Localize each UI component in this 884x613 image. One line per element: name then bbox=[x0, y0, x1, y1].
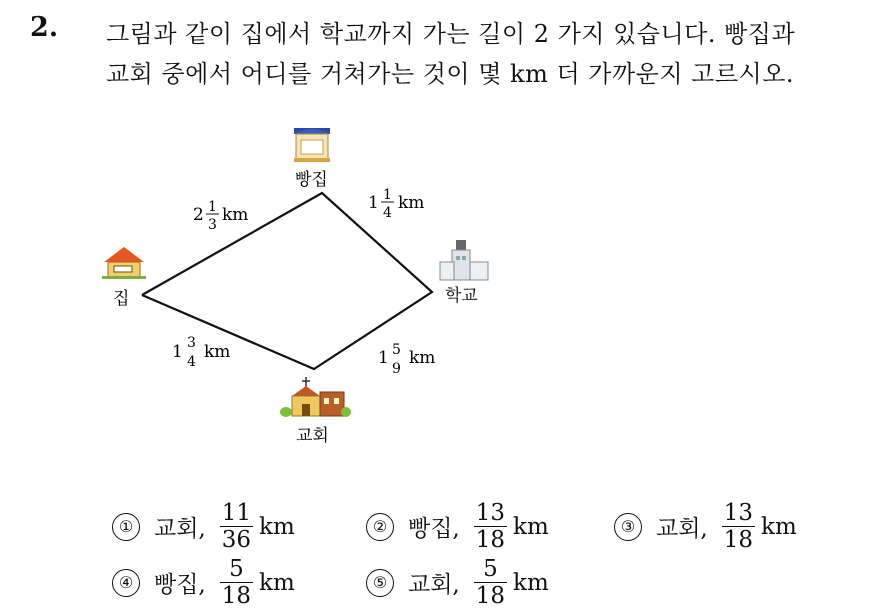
choice-unit: km bbox=[513, 513, 549, 540]
svg-text:km: km bbox=[409, 348, 436, 368]
choice-fraction: $\frac{5}{18}$ bbox=[221, 556, 252, 609]
svg-text:4: 4 bbox=[187, 354, 196, 370]
label-bakery: 빵집 bbox=[295, 170, 328, 190]
svg-text:3: 3 bbox=[187, 335, 196, 351]
bakery-icon bbox=[294, 128, 330, 162]
label-church: 교회 bbox=[296, 426, 329, 446]
choice-marker: ① bbox=[112, 513, 140, 541]
choice-marker: ② bbox=[366, 513, 394, 541]
choice-fraction: $\frac{13}{18}$ bbox=[723, 500, 754, 553]
choice-1[interactable] bbox=[112, 500, 295, 553]
choice-unit: km bbox=[259, 569, 295, 596]
choice-unit: km bbox=[513, 569, 549, 596]
choice-unit: km bbox=[761, 513, 797, 540]
choice-unit: km bbox=[259, 513, 295, 540]
svg-text:2: 2 bbox=[193, 205, 204, 225]
question-number: 2. bbox=[30, 12, 59, 43]
svg-text:1: 1 bbox=[172, 342, 183, 362]
choice-marker: ⑤ bbox=[366, 569, 394, 597]
choice-4[interactable] bbox=[112, 556, 295, 609]
choice-place: 교회, bbox=[154, 516, 206, 542]
svg-text:1: 1 bbox=[383, 187, 392, 203]
svg-text:5: 5 bbox=[392, 342, 401, 358]
svg-text:9: 9 bbox=[392, 361, 401, 377]
church-icon bbox=[280, 377, 351, 417]
label-school: 학교 bbox=[445, 286, 478, 306]
svg-text:km: km bbox=[222, 205, 249, 225]
choice-place: 교회, bbox=[408, 572, 460, 598]
question-text-line-1: 그림과 같이 집에서 학교까지 가는 길이 2 가지 있습니다. 빵집과 bbox=[106, 20, 796, 48]
choice-3[interactable] bbox=[614, 500, 797, 553]
choice-place: 빵집, bbox=[154, 572, 206, 598]
distance-home-church bbox=[172, 335, 230, 370]
house-icon bbox=[102, 247, 146, 279]
choice-fraction: $\frac{5}{18}$ bbox=[475, 556, 506, 609]
choice-5[interactable] bbox=[366, 556, 549, 609]
choice-place: 교회, bbox=[656, 516, 708, 542]
svg-text:km: km bbox=[398, 193, 425, 213]
distance-bakery-school bbox=[368, 187, 424, 221]
choice-marker: ④ bbox=[112, 569, 140, 597]
question-text-line-2: 교회 중에서 어디를 거쳐가는 것이 몇 km 더 가까운지 고르시오. bbox=[106, 60, 795, 88]
choice-2[interactable] bbox=[366, 500, 549, 553]
school-icon bbox=[440, 240, 488, 280]
svg-text:1: 1 bbox=[368, 193, 379, 213]
choice-fraction: $\frac{11}{36}$ bbox=[221, 500, 252, 553]
label-home: 집 bbox=[113, 289, 130, 309]
svg-text:1: 1 bbox=[208, 199, 217, 215]
svg-text:km: km bbox=[204, 342, 231, 362]
svg-text:4: 4 bbox=[383, 205, 392, 221]
distance-home-bakery bbox=[193, 199, 248, 233]
choice-marker: ③ bbox=[614, 513, 642, 541]
choice-fraction: $\frac{13}{18}$ bbox=[475, 500, 506, 553]
svg-text:1: 1 bbox=[378, 348, 389, 368]
distance-church-school bbox=[378, 342, 435, 377]
svg-text:3: 3 bbox=[208, 217, 217, 233]
choice-place: 빵집, bbox=[408, 516, 460, 542]
